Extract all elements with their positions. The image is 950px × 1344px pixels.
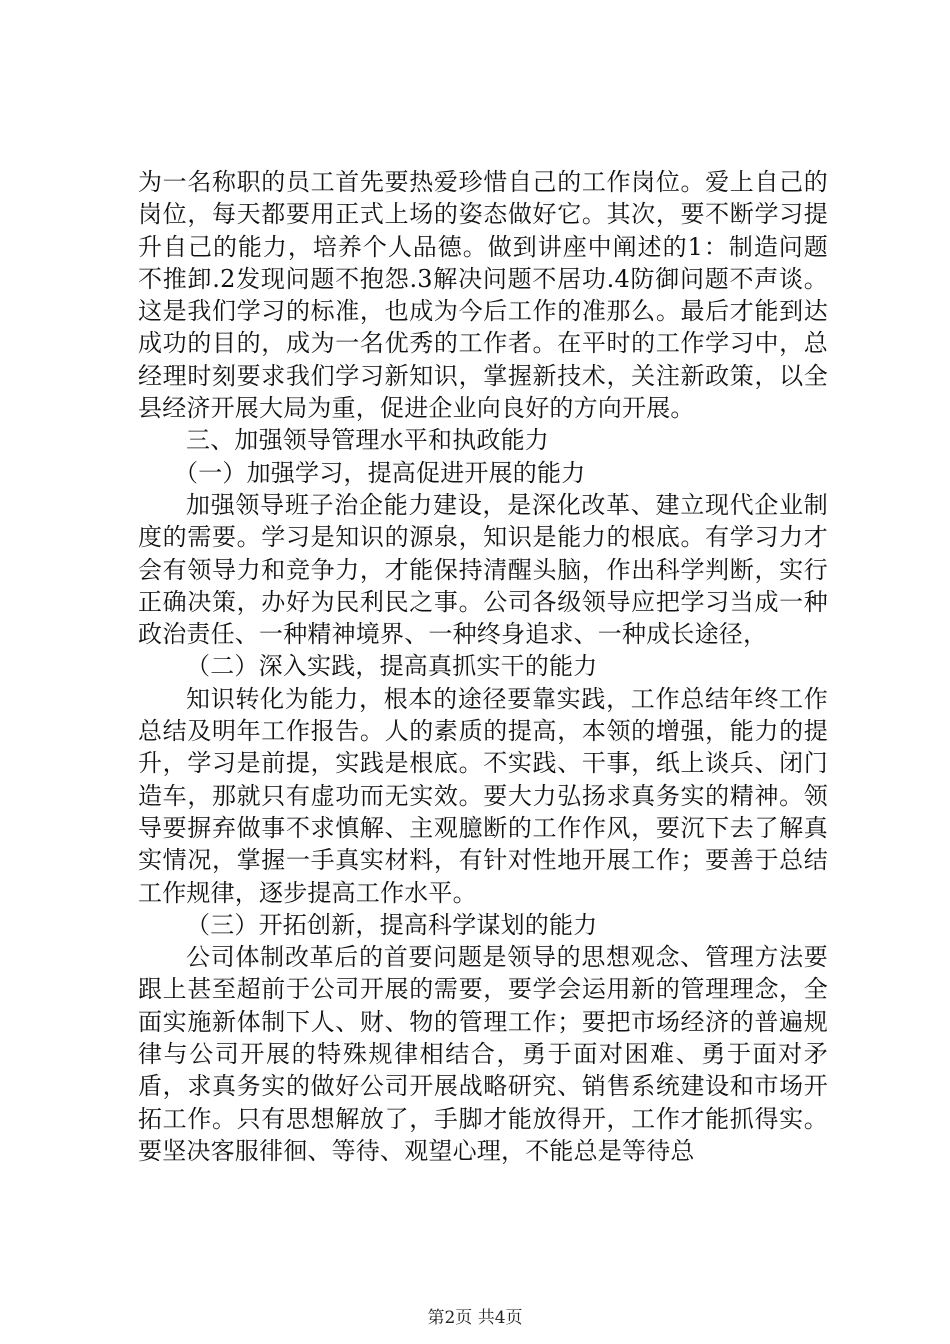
paragraph-continued: 为一名称职的员工首先要热爱珍惜自己的工作岗位。爱上自己的岗位，每天都要用正式上场的姿态做好它。其次，要不断学习提升自己的能力，培养个人品德。做到讲座中阐述的1：制造问题不推卸.2发现问题不抱怨.3解决问题不居功.4防御问题不声谈。这是我们学习的标准，也成为今后工作的准那么。最后才能到达成功的目的，成为一名优秀的工作者。在平时的工作学习中，总经理时刻要求我们学习新知识，掌握新技术，关注新政策，以全县经济开展大局为重，促进企业向良好的方向开展。 [138,168,828,423]
section-heading-3: 三、加强领导管理水平和执政能力 [186,426,549,455]
page-number-footer: 第2页 共4页 [427,1308,523,1328]
paragraph-learning: 加强领导班子治企能力建设，是深化改革、建立现代企业制度的需要。学习是知识的源泉，知识是能力的根底。有学习力才会有领导力和竞争力，才能保持清醒头脑，作出科学判断，实行正确决策，办好为民利民之事。公司各级领导应把学习当成一种政治责任、一种精神境界、一种终身追求、一种成长途径， [138,490,828,649]
subsection-heading-2: （二）深入实践，提高真抓实干的能力 [186,652,598,681]
paragraph-practice: 知识转化为能力，根本的途径要靠实践，工作总结年终工作总结及明年工作报告。人的素质的提高，本领的增强，能力的提升，学习是前提，实践是根底。不实践、干事，纸上谈兵、闭门造车，那就只有虚功而无实效。要大力弘扬求真务实的精神。领导要摒弃做事不求慎解、主观臆断的工作作风，要沉下去了解真实情况，掌握一手真实材料，有针对性地开展工作；要善于总结工作规律，逐步提高工作水平。 [138,684,828,907]
paragraph-innovation: 公司体制改革后的首要问题是领导的思想观念、管理方法要跟上甚至超前于公司开展的需要，要学会运用新的管理理念，全面实施新体制下人、财、物的管理工作；要把市场经济的普遍规律与公司开展的特殊规律相结合，勇于面对困难、勇于面对矛盾，求真务实的做好公司开展战略研究、销售系统建设和市场开拓工作。只有思想解放了，手脚才能放得开，工作才能抓得实。要坚决客服徘徊、等待、观望心理，不能总是等待总 [138,943,828,1165]
document-body [138,166,828,1167]
subsection-heading-1: （一）加强学习，提高促进开展的能力 [174,458,586,487]
subsection-heading-3: （三）开拓创新，提高科学谋划的能力 [186,910,598,939]
